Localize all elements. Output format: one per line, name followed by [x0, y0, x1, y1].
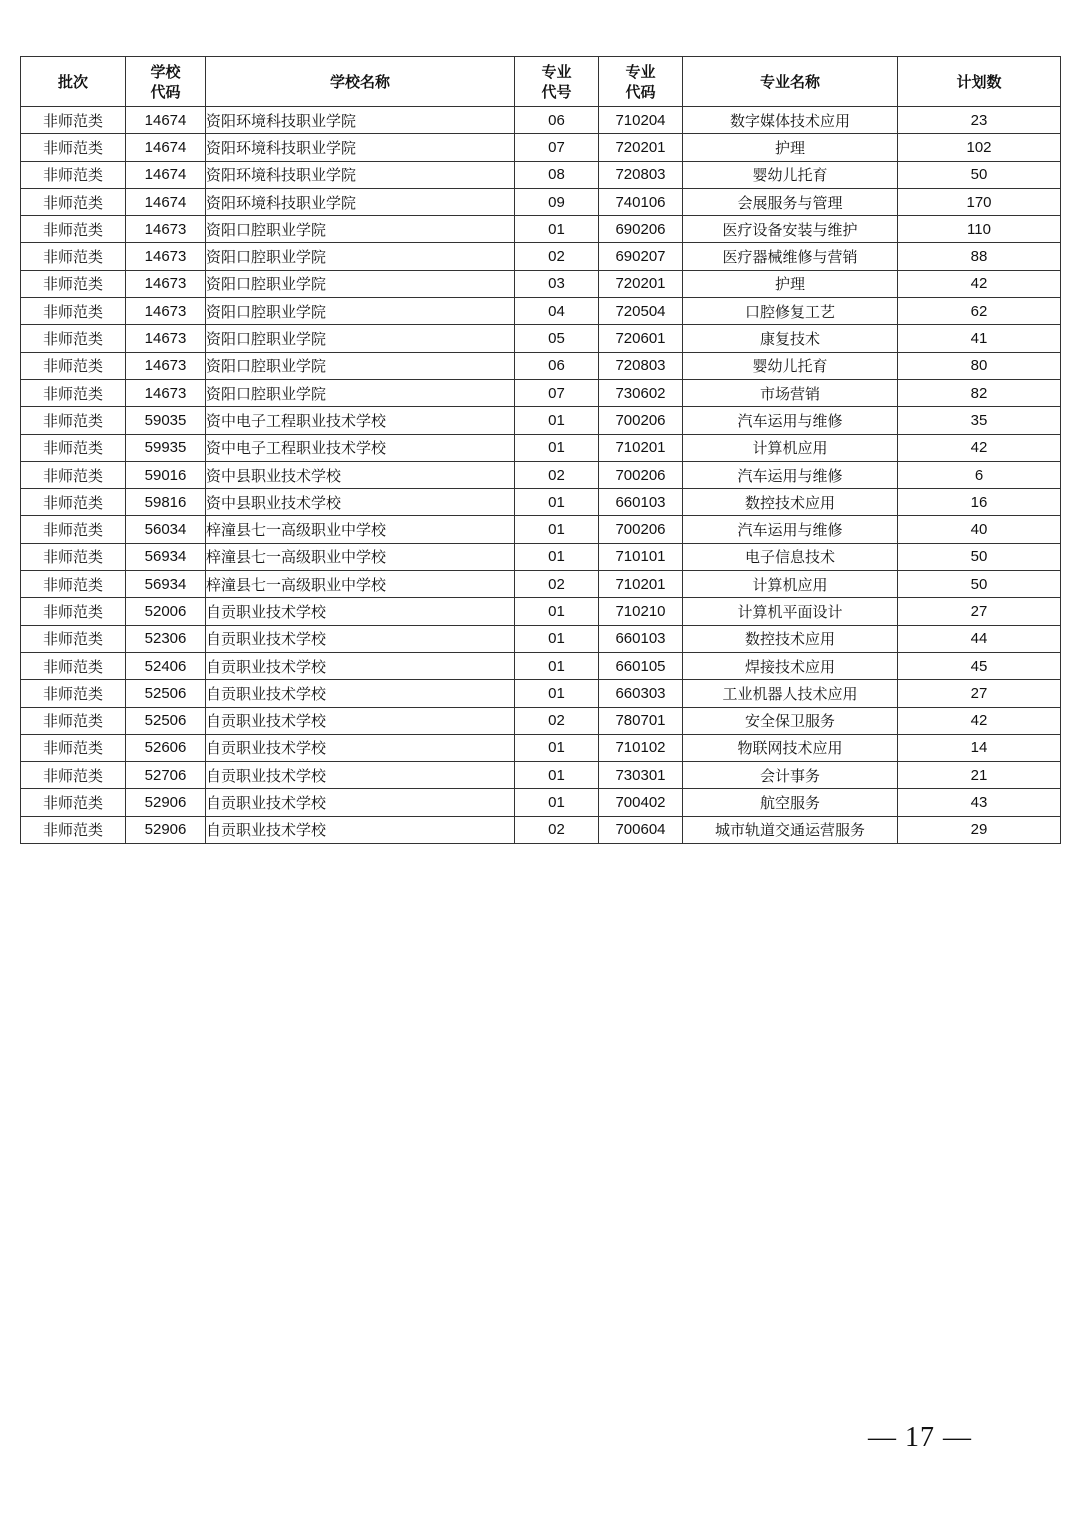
- cell-school-code: 14673: [126, 325, 206, 352]
- table-row: [21, 325, 1061, 352]
- cell-major-no: 04: [515, 298, 599, 325]
- cell-plan-count: 29: [898, 816, 1061, 843]
- cell-major-code: 720803: [599, 352, 683, 379]
- cell-batch: 非师范类: [21, 707, 126, 734]
- cell-batch: 非师范类: [21, 243, 126, 270]
- cell-major-no: 01: [515, 407, 599, 434]
- table-row: [21, 680, 1061, 707]
- cell-batch: 非师范类: [21, 762, 126, 789]
- cell-major-name: 物联网技术应用: [683, 734, 898, 761]
- cell-major-code: 710101: [599, 543, 683, 570]
- header-school-code: 学校 代码: [126, 57, 206, 107]
- cell-school-code: 52506: [126, 707, 206, 734]
- cell-batch: 非师范类: [21, 489, 126, 516]
- cell-plan-count: 62: [898, 298, 1061, 325]
- cell-school-name: 资阳口腔职业学院: [206, 325, 515, 352]
- cell-plan-count: 110: [898, 216, 1061, 243]
- cell-major-code: 740106: [599, 188, 683, 215]
- cell-major-name: 口腔修复工艺: [683, 298, 898, 325]
- cell-school-code: 52006: [126, 598, 206, 625]
- cell-batch: 非师范类: [21, 598, 126, 625]
- cell-school-name: 资阳环境科技职业学院: [206, 107, 515, 134]
- table-header: [21, 57, 1061, 107]
- cell-major-name: 工业机器人技术应用: [683, 680, 898, 707]
- cell-school-name: 资中县职业技术学校: [206, 489, 515, 516]
- table-row: [21, 543, 1061, 570]
- table-row: [21, 188, 1061, 215]
- cell-major-no: 01: [515, 516, 599, 543]
- cell-school-name: 资阳口腔职业学院: [206, 298, 515, 325]
- header-plan-count: 计划数: [898, 57, 1061, 107]
- cell-plan-count: 21: [898, 762, 1061, 789]
- cell-major-no: 02: [515, 707, 599, 734]
- cell-school-code: 52906: [126, 816, 206, 843]
- cell-plan-count: 102: [898, 134, 1061, 161]
- cell-school-code: 14674: [126, 161, 206, 188]
- cell-batch: 非师范类: [21, 543, 126, 570]
- cell-plan-count: 27: [898, 598, 1061, 625]
- cell-school-name: 资阳口腔职业学院: [206, 352, 515, 379]
- table-row: [21, 216, 1061, 243]
- cell-plan-count: 16: [898, 489, 1061, 516]
- cell-plan-count: 80: [898, 352, 1061, 379]
- table-row: [21, 107, 1061, 134]
- cell-school-code: 56934: [126, 543, 206, 570]
- cell-major-no: 02: [515, 461, 599, 488]
- cell-school-name: 自贡职业技术学校: [206, 789, 515, 816]
- cell-batch: 非师范类: [21, 734, 126, 761]
- cell-school-name: 自贡职业技术学校: [206, 734, 515, 761]
- cell-major-no: 01: [515, 434, 599, 461]
- cell-plan-count: 35: [898, 407, 1061, 434]
- cell-major-name: 数字媒体技术应用: [683, 107, 898, 134]
- cell-school-name: 自贡职业技术学校: [206, 598, 515, 625]
- cell-major-name: 婴幼儿托育: [683, 161, 898, 188]
- table-row: [21, 434, 1061, 461]
- cell-major-code: 720803: [599, 161, 683, 188]
- cell-major-no: 01: [515, 789, 599, 816]
- cell-major-code: 700604: [599, 816, 683, 843]
- cell-school-code: 52906: [126, 789, 206, 816]
- table-row: [21, 243, 1061, 270]
- cell-major-name: 汽车运用与维修: [683, 407, 898, 434]
- cell-school-code: 56034: [126, 516, 206, 543]
- cell-plan-count: 42: [898, 707, 1061, 734]
- cell-major-code: 690206: [599, 216, 683, 243]
- table-row: [21, 379, 1061, 406]
- table-row: [21, 407, 1061, 434]
- table-row: [21, 516, 1061, 543]
- table-row: [21, 489, 1061, 516]
- cell-major-code: 730602: [599, 379, 683, 406]
- cell-major-no: 01: [515, 652, 599, 679]
- cell-major-name: 汽车运用与维修: [683, 461, 898, 488]
- table-body: [21, 107, 1061, 844]
- cell-major-code: 700206: [599, 461, 683, 488]
- cell-school-name: 资阳口腔职业学院: [206, 243, 515, 270]
- header-row: [21, 57, 1061, 107]
- cell-plan-count: 45: [898, 652, 1061, 679]
- cell-major-no: 08: [515, 161, 599, 188]
- cell-batch: 非师范类: [21, 325, 126, 352]
- cell-major-no: 02: [515, 243, 599, 270]
- cell-school-name: 资中电子工程职业技术学校: [206, 434, 515, 461]
- cell-major-name: 安全保卫服务: [683, 707, 898, 734]
- cell-batch: 非师范类: [21, 270, 126, 297]
- cell-batch: 非师范类: [21, 161, 126, 188]
- header-major-name: 专业名称: [683, 57, 898, 107]
- cell-plan-count: 27: [898, 680, 1061, 707]
- cell-batch: 非师范类: [21, 107, 126, 134]
- table-row: [21, 161, 1061, 188]
- table-row: [21, 298, 1061, 325]
- cell-school-name: 梓潼县七一高级职业中学校: [206, 571, 515, 598]
- cell-school-name: 资阳环境科技职业学院: [206, 188, 515, 215]
- cell-plan-count: 42: [898, 434, 1061, 461]
- cell-major-no: 01: [515, 489, 599, 516]
- cell-batch: 非师范类: [21, 680, 126, 707]
- cell-major-name: 婴幼儿托育: [683, 352, 898, 379]
- cell-major-code: 710102: [599, 734, 683, 761]
- cell-major-no: 09: [515, 188, 599, 215]
- table-row: [21, 134, 1061, 161]
- cell-major-code: 700206: [599, 407, 683, 434]
- table-row: [21, 352, 1061, 379]
- cell-major-code: 780701: [599, 707, 683, 734]
- cell-school-name: 资阳口腔职业学院: [206, 216, 515, 243]
- cell-major-code: 710201: [599, 434, 683, 461]
- cell-major-no: 01: [515, 680, 599, 707]
- cell-school-code: 14674: [126, 134, 206, 161]
- cell-major-name: 医疗设备安装与维护: [683, 216, 898, 243]
- cell-plan-count: 42: [898, 270, 1061, 297]
- cell-major-code: 710204: [599, 107, 683, 134]
- cell-batch: 非师范类: [21, 379, 126, 406]
- cell-major-code: 710201: [599, 571, 683, 598]
- cell-school-name: 资阳口腔职业学院: [206, 379, 515, 406]
- header-major-code: 专业 代码: [599, 57, 683, 107]
- cell-school-code: 14673: [126, 243, 206, 270]
- cell-batch: 非师范类: [21, 461, 126, 488]
- cell-school-code: 52606: [126, 734, 206, 761]
- table-row: [21, 816, 1061, 843]
- cell-major-name: 护理: [683, 270, 898, 297]
- cell-major-no: 01: [515, 625, 599, 652]
- header-school-name: 学校名称: [206, 57, 515, 107]
- cell-plan-count: 14: [898, 734, 1061, 761]
- cell-plan-count: 50: [898, 161, 1061, 188]
- cell-major-code: 660105: [599, 652, 683, 679]
- cell-major-name: 汽车运用与维修: [683, 516, 898, 543]
- cell-major-name: 护理: [683, 134, 898, 161]
- cell-plan-count: 82: [898, 379, 1061, 406]
- table-row: [21, 762, 1061, 789]
- cell-major-name: 计算机应用: [683, 434, 898, 461]
- cell-major-code: 660303: [599, 680, 683, 707]
- page-number: — 17 —: [868, 1422, 972, 1453]
- cell-major-name: 数控技术应用: [683, 489, 898, 516]
- cell-major-name: 电子信息技术: [683, 543, 898, 570]
- cell-major-code: 700206: [599, 516, 683, 543]
- cell-school-code: 52406: [126, 652, 206, 679]
- cell-batch: 非师范类: [21, 134, 126, 161]
- cell-major-name: 焊接技术应用: [683, 652, 898, 679]
- cell-major-name: 计算机应用: [683, 571, 898, 598]
- cell-school-code: 59016: [126, 461, 206, 488]
- table-row: [21, 625, 1061, 652]
- cell-batch: 非师范类: [21, 816, 126, 843]
- cell-batch: 非师范类: [21, 625, 126, 652]
- cell-plan-count: 88: [898, 243, 1061, 270]
- cell-batch: 非师范类: [21, 571, 126, 598]
- cell-school-code: 59035: [126, 407, 206, 434]
- cell-batch: 非师范类: [21, 216, 126, 243]
- cell-major-no: 07: [515, 379, 599, 406]
- cell-major-no: 05: [515, 325, 599, 352]
- cell-school-name: 自贡职业技术学校: [206, 816, 515, 843]
- table-row: [21, 270, 1061, 297]
- cell-major-no: 07: [515, 134, 599, 161]
- table-row: [21, 734, 1061, 761]
- cell-school-name: 资中县职业技术学校: [206, 461, 515, 488]
- cell-batch: 非师范类: [21, 516, 126, 543]
- cell-school-name: 资阳环境科技职业学院: [206, 134, 515, 161]
- cell-school-code: 52706: [126, 762, 206, 789]
- enrollment-plan-table: [20, 56, 1061, 844]
- cell-major-name: 会展服务与管理: [683, 188, 898, 215]
- cell-plan-count: 50: [898, 571, 1061, 598]
- cell-plan-count: 170: [898, 188, 1061, 215]
- cell-school-name: 自贡职业技术学校: [206, 625, 515, 652]
- cell-school-name: 梓潼县七一高级职业中学校: [206, 543, 515, 570]
- cell-school-code: 14673: [126, 298, 206, 325]
- table-row: [21, 789, 1061, 816]
- cell-school-code: 59935: [126, 434, 206, 461]
- cell-plan-count: 6: [898, 461, 1061, 488]
- cell-major-code: 730301: [599, 762, 683, 789]
- cell-major-no: 01: [515, 216, 599, 243]
- cell-major-no: 01: [515, 543, 599, 570]
- cell-major-code: 720201: [599, 134, 683, 161]
- cell-school-name: 自贡职业技术学校: [206, 680, 515, 707]
- cell-school-name: 自贡职业技术学校: [206, 762, 515, 789]
- cell-school-name: 资中电子工程职业技术学校: [206, 407, 515, 434]
- cell-batch: 非师范类: [21, 407, 126, 434]
- header-major-no: 专业 代号: [515, 57, 599, 107]
- cell-batch: 非师范类: [21, 434, 126, 461]
- cell-school-code: 52306: [126, 625, 206, 652]
- cell-school-code: 14673: [126, 270, 206, 297]
- cell-major-no: 06: [515, 107, 599, 134]
- table-row: [21, 461, 1061, 488]
- cell-plan-count: 40: [898, 516, 1061, 543]
- cell-major-name: 城市轨道交通运营服务: [683, 816, 898, 843]
- cell-school-code: 52506: [126, 680, 206, 707]
- cell-major-no: 01: [515, 598, 599, 625]
- cell-plan-count: 50: [898, 543, 1061, 570]
- cell-major-name: 市场营销: [683, 379, 898, 406]
- cell-major-no: 02: [515, 816, 599, 843]
- cell-major-name: 计算机平面设计: [683, 598, 898, 625]
- cell-plan-count: 23: [898, 107, 1061, 134]
- cell-major-code: 720601: [599, 325, 683, 352]
- cell-batch: 非师范类: [21, 352, 126, 379]
- cell-major-code: 700402: [599, 789, 683, 816]
- cell-major-no: 01: [515, 734, 599, 761]
- cell-school-name: 资阳口腔职业学院: [206, 270, 515, 297]
- cell-major-name: 康复技术: [683, 325, 898, 352]
- cell-major-name: 会计事务: [683, 762, 898, 789]
- cell-plan-count: 44: [898, 625, 1061, 652]
- cell-school-name: 资阳环境科技职业学院: [206, 161, 515, 188]
- table-row: [21, 571, 1061, 598]
- cell-batch: 非师范类: [21, 652, 126, 679]
- cell-school-code: 14673: [126, 216, 206, 243]
- cell-school-name: 自贡职业技术学校: [206, 707, 515, 734]
- cell-major-code: 660103: [599, 489, 683, 516]
- cell-school-code: 14674: [126, 188, 206, 215]
- cell-major-no: 03: [515, 270, 599, 297]
- cell-major-no: 06: [515, 352, 599, 379]
- cell-major-no: 01: [515, 762, 599, 789]
- cell-plan-count: 43: [898, 789, 1061, 816]
- cell-major-code: 710210: [599, 598, 683, 625]
- table-row: [21, 707, 1061, 734]
- table-row: [21, 598, 1061, 625]
- cell-school-code: 59816: [126, 489, 206, 516]
- cell-school-code: 14674: [126, 107, 206, 134]
- cell-batch: 非师范类: [21, 188, 126, 215]
- cell-major-name: 数控技术应用: [683, 625, 898, 652]
- cell-batch: 非师范类: [21, 789, 126, 816]
- cell-major-code: 660103: [599, 625, 683, 652]
- cell-batch: 非师范类: [21, 298, 126, 325]
- cell-school-code: 14673: [126, 379, 206, 406]
- cell-school-code: 56934: [126, 571, 206, 598]
- cell-major-code: 690207: [599, 243, 683, 270]
- cell-major-name: 航空服务: [683, 789, 898, 816]
- cell-school-code: 14673: [126, 352, 206, 379]
- cell-school-name: 自贡职业技术学校: [206, 652, 515, 679]
- cell-major-name: 医疗器械维修与营销: [683, 243, 898, 270]
- cell-school-name: 梓潼县七一高级职业中学校: [206, 516, 515, 543]
- header-batch: 批次: [21, 57, 126, 107]
- table-row: [21, 652, 1061, 679]
- cell-plan-count: 41: [898, 325, 1061, 352]
- cell-major-code: 720201: [599, 270, 683, 297]
- cell-major-code: 720504: [599, 298, 683, 325]
- cell-major-no: 02: [515, 571, 599, 598]
